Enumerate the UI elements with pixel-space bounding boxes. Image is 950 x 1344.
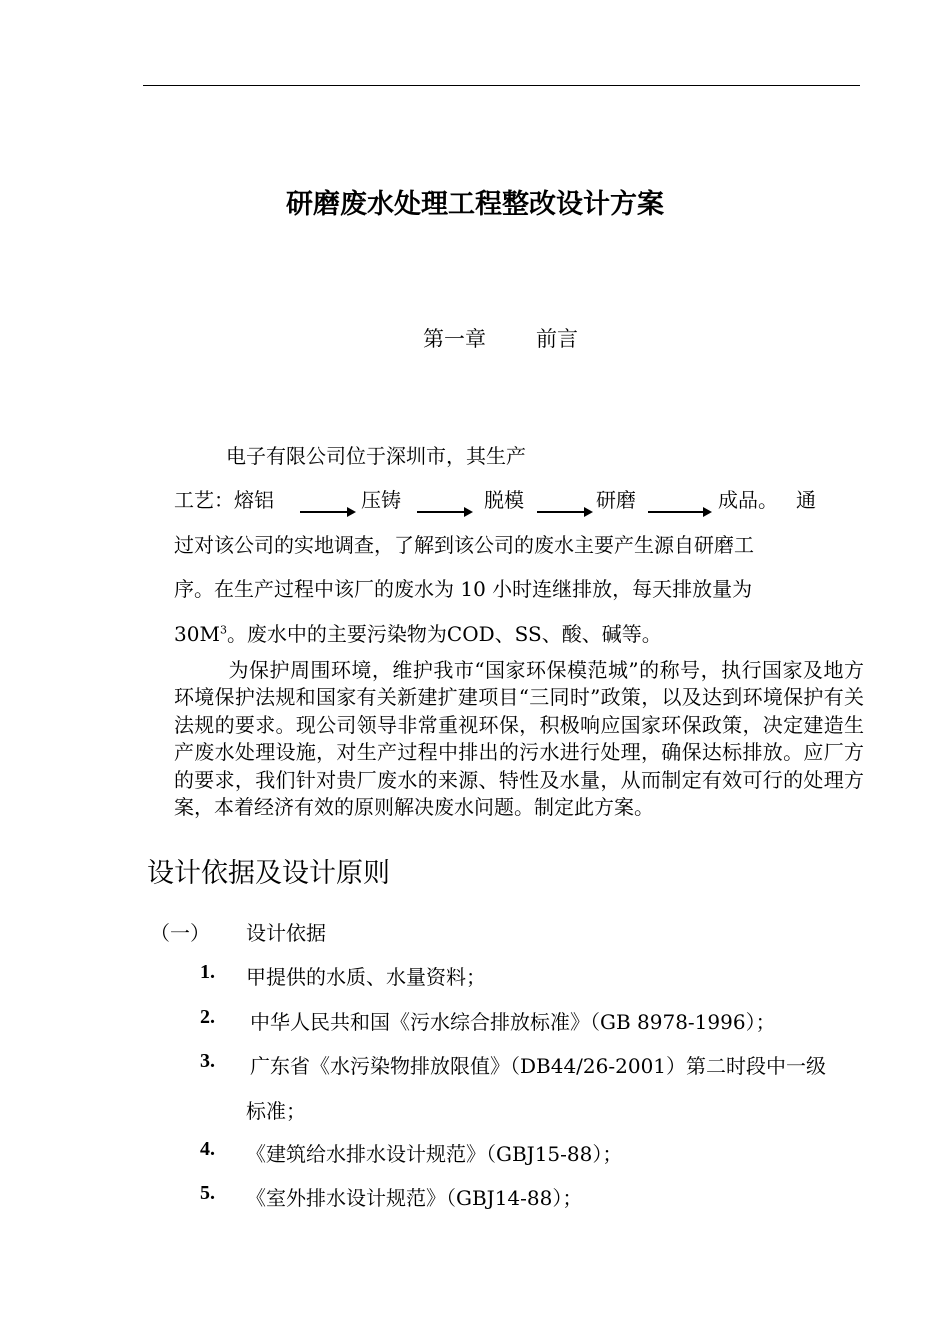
basis-item-3-continuation: 标准； bbox=[246, 1099, 306, 1123]
process-step-2: 压铸 bbox=[361, 488, 401, 512]
intro-line-3: 过对该公司的实地调查，了解到该公司的废水主要产生源自研磨工 bbox=[174, 533, 754, 557]
basis-item-1-num: 1. bbox=[200, 961, 215, 983]
process-arrow-1 bbox=[300, 511, 354, 513]
basis-item-3-text: 广东省《水污染物排放限值》（DB44/26-2001）第二时段中一级 bbox=[250, 1054, 827, 1078]
process-arrow-3 bbox=[537, 511, 591, 513]
basis-item-2-text: 中华人民共和国《污水综合排放标准》（GB 8978-1996）； bbox=[250, 1010, 776, 1034]
paragraph-2 bbox=[174, 657, 864, 821]
process-arrow-2 bbox=[417, 511, 471, 513]
subsection-title: 设计依据 bbox=[246, 921, 326, 945]
chapter-number: 第一章 bbox=[423, 327, 486, 351]
section-heading: 设计依据及设计原则 bbox=[147, 858, 390, 889]
volume-exponent: 3 bbox=[219, 623, 227, 637]
basis-item-5-text: 《室外排水设计规范》（GBJ14-88）； bbox=[246, 1186, 583, 1210]
basis-item-2-num: 2. bbox=[200, 1006, 215, 1028]
intro-line-4: 序。在生产过程中该厂的废水为 10 小时连继排放，每天排放量为 bbox=[174, 577, 753, 601]
process-arrow-4 bbox=[648, 511, 710, 513]
paragraph-2-text: 为保护周围环境，维护我市“国家环保模范城”的称号，执行国家及地方环境保护法规和国家有关新建扩建项目“三同时”政策，以及达到环境保护有关法规的要求。现公司领导非常重视环保，积极响应国家环保政策，决定建造生产废水处理设施，对生产过程中排出的污水进行处理，确保达标排放。应厂方的要求，我们针对贵厂废水的来源、特性及水量，从而制定有效可行的处理方案，本着经济有效的原则解决废水问题。制定此方案。 bbox=[174, 658, 864, 820]
volume-value: 30M bbox=[174, 622, 220, 646]
document-title: 研磨废水处理工程整改设计方案 bbox=[286, 189, 664, 220]
basis-item-4-num: 4. bbox=[200, 1138, 215, 1160]
intro-line-5 bbox=[174, 618, 662, 647]
chapter-name: 前言 bbox=[536, 327, 578, 351]
header-rule bbox=[143, 85, 860, 86]
basis-item-1-text: 甲提供的水质、水量资料； bbox=[246, 965, 486, 989]
process-step-1: 熔铝 bbox=[234, 488, 274, 512]
subsection-number: （一） bbox=[150, 921, 210, 945]
process-step-5: 成品。 bbox=[718, 488, 778, 512]
basis-item-4-text: 《建筑给水排水设计规范》（GBJ15-88）； bbox=[246, 1142, 623, 1166]
process-prefix: 工艺： bbox=[174, 488, 234, 512]
process-step-3: 脱模 bbox=[484, 488, 524, 512]
pollutants-text: 。废水中的主要污染物为COD、SS、酸、碱等。 bbox=[226, 622, 662, 646]
intro-line-1: 电子有限公司位于深圳市，其生产 bbox=[226, 444, 526, 468]
basis-item-3-num: 3. bbox=[200, 1050, 215, 1072]
process-step-4: 研磨 bbox=[596, 488, 636, 512]
basis-item-5-num: 5. bbox=[200, 1182, 215, 1204]
process-suffix: 通 bbox=[796, 488, 816, 512]
